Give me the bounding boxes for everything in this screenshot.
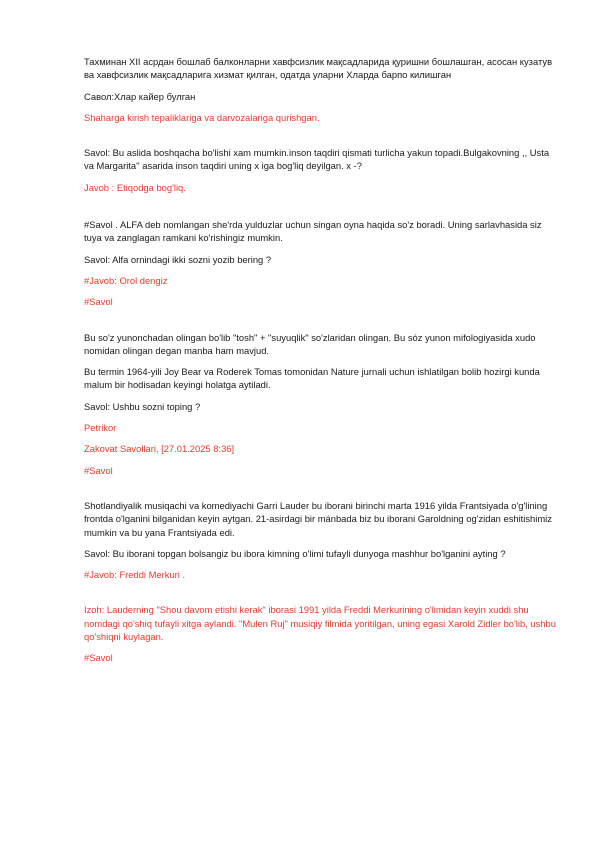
tag-5: #Savol bbox=[84, 652, 113, 664]
intro-answer: Shaharga kirish tepaliklariga va darvozalariga qurishgan. bbox=[84, 111, 320, 123]
tag-3: #Savol bbox=[84, 296, 113, 308]
question-3-intro: #Savol . ALFA deb nomlangan she'rda yulduzlar uchun singan oyna haqida so'z boradi. Uning sarlavhasida siz tuya va zanglagan ramkani ko'rishingiz mumkin. bbox=[84, 219, 542, 244]
question-4: Savol: Ushbu sozni toping ? bbox=[84, 400, 201, 412]
spacer bbox=[84, 589, 556, 603]
intro-paragraph: Тахминан XII асрдан бошлаб балконларни хавфсизлик мақсадларида қуришни бошлашган, асосан кузатув ва хавфсизлик мақсадларига хизмат қилган, одатда уларни Хларда барпо килишган bbox=[84, 56, 553, 81]
question-4-text-1: Bu so'z yunonchadan olingan bo'lib "tosh" + "suyuqlik" so'zlaridan olingan. Bu sóz yunon mifologiyasida xudo nomidan olingan degan manba ham mavjud. bbox=[84, 331, 536, 356]
spacer bbox=[84, 202, 556, 218]
answer-5: #Javob: Freddi Merkuri . bbox=[84, 569, 186, 581]
question-5-text: Shotlandiyalik musiqachi va komediyachi Garri Lauder bu iborani birinchi marta 1916 yilda Frantsiyada o'g'lining frontda o'lganini bilganidan keyin aytgan. 21-asirdagi bir mánbada biz bu iborani Garoldning og'zidan eshitishimiz mumkin va bu yana Frantsiyada edi. bbox=[84, 499, 552, 538]
tag-4: #Savol bbox=[84, 464, 113, 476]
question-2: Savol: Bu aslida boshqacha bo'lishi xam mumkin.inson taqdiri qismati turlicha yakun topadi.Bulgakovning ,, Usta va Margarita'' asarida inson taqdiri uning x iga bog'liq deyilgan. x -? bbox=[84, 147, 550, 172]
explanation-5: Izoh: Lauderning "Shou davom etishi kerak" iborasi 1991 yilda Freddi Merkurining o'limidan keyin xuddi shu nomdagi qo'shiq tufayli xitga aylandi. "Mulen Ruj" musiqiy filmida yoritilgan, uning egasi Xarold Zidler bo'lib, ushbu qo'shiqni kuylagan. bbox=[84, 604, 556, 643]
intro-question: Савол:Хлар кайер булган bbox=[84, 90, 196, 102]
question-5: Savol: Bu iborani topgan bolsangiz bu ibora kimning o'limi tufayli dunyoga mashhur bo'lganini ayting ? bbox=[84, 547, 506, 559]
question-3: Savol: Alfa ornindagi ikki sozni yozib bering ? bbox=[84, 253, 272, 265]
spacer bbox=[84, 132, 556, 146]
question-4-text-2: Bu termin 1964-yili Joy Bear va Roderek Tomas tomonidan Nature jurnali uchun ishlatilgan bolib hozirgi kunda malum bir hodisadan keyingi holatga aytiladi. bbox=[84, 366, 540, 391]
spacer bbox=[84, 485, 556, 499]
answer-2: Javob : Etiqodga bog'liq. bbox=[84, 181, 186, 193]
answer-3: #Javob: Orol dengiz bbox=[84, 274, 168, 286]
answer-4: Petrikor bbox=[84, 422, 117, 434]
spacer bbox=[84, 317, 556, 331]
document-page bbox=[84, 55, 556, 673]
source-4: Zakovat Savollari, [27.01.2025 8:36] bbox=[84, 443, 235, 455]
